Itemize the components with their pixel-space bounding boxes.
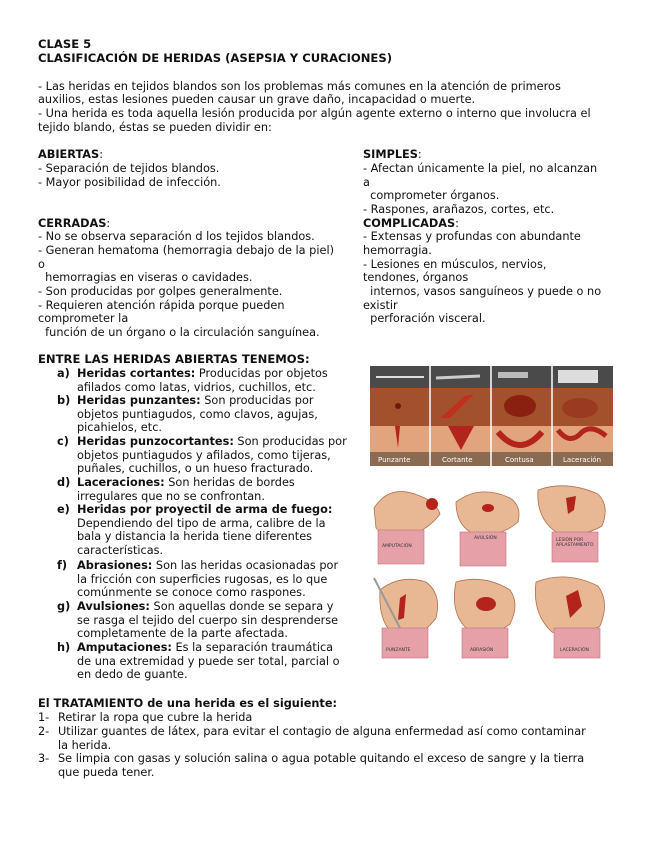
abiertas-line: - Mayor posibilidad de infección. bbox=[38, 176, 221, 189]
item-text: bala y distancia la herida tiene diferentes bbox=[77, 530, 313, 544]
simples-heading-text: SIMPLES bbox=[363, 148, 418, 161]
item-term: Abrasiones: bbox=[77, 559, 153, 572]
item-text: objetos puntiagudos y afilados, como tijeras, bbox=[77, 448, 331, 462]
item-marker: a) bbox=[57, 367, 70, 380]
item-text: Son heridas de bordes bbox=[164, 476, 295, 489]
intro-line-1: - Las heridas en tejidos blandos son los problemas más comunes en la atención de primeros bbox=[38, 80, 561, 93]
item-marker: c) bbox=[57, 435, 69, 448]
wound-types-photo bbox=[370, 366, 613, 466]
step-line: Retirar la ropa que cubre la herida bbox=[58, 711, 253, 724]
label-contusa: Contusa bbox=[505, 456, 534, 464]
simples-line: - Raspones, arañazos, cortes, etc. bbox=[363, 203, 555, 216]
item-marker: e) bbox=[57, 503, 70, 516]
item-term: Avulsiones: bbox=[77, 600, 150, 613]
item-text: Son producidas por bbox=[200, 394, 314, 407]
cerradas-line: o bbox=[38, 258, 45, 271]
intro-line-3: - Una herida es toda aquella lesión producida por algún agente externo o interno que involucra el bbox=[38, 107, 591, 120]
item-body bbox=[77, 559, 362, 600]
cerradas-line: hemorragias en viseras o cavidades. bbox=[38, 271, 253, 284]
cerradas-line: - No se observa separación d los tejidos blandos. bbox=[38, 230, 315, 243]
item-body bbox=[77, 394, 362, 435]
complicadas-line: tendones, órganos bbox=[363, 271, 469, 284]
item-text: la fricción con superficies rugosas, es lo que bbox=[77, 572, 328, 586]
item-text: Es la separación traumática bbox=[171, 641, 334, 654]
intro-line-2: auxilios, estas lesiones pueden causar un grave daño, incapacidad o muerte. bbox=[38, 93, 476, 106]
hand-wounds-illustration bbox=[370, 478, 613, 668]
simples-line: comprometer órganos. bbox=[363, 189, 500, 202]
item-text: irregulares que no se confrontan. bbox=[77, 489, 265, 503]
simples-line: - Afectan únicamente la piel, no alcanzan bbox=[363, 162, 598, 175]
label-aplastamiento: LESIÓN POR APLASTAMIENTO bbox=[556, 538, 594, 548]
item-term: Heridas punzocortantes: bbox=[77, 435, 234, 448]
step-line: Se limpia con gasas y solución salina o agua potable quitando el exceso de sangre y la tierra bbox=[58, 752, 585, 765]
item-body bbox=[77, 367, 362, 394]
label-amputacion: AMPUTACIÓN bbox=[382, 544, 412, 549]
abiertas-heading bbox=[38, 148, 103, 162]
item-text: Son producidas por bbox=[233, 435, 347, 448]
item-body bbox=[77, 600, 362, 641]
label-punzante-hand: PUNZANTE bbox=[386, 648, 411, 653]
complicadas-line: hemorragia. bbox=[363, 244, 432, 257]
label-laceracion: Laceración bbox=[563, 456, 602, 464]
cerradas-colon: : bbox=[106, 217, 111, 230]
item-text: Son las heridas ocasionadas por bbox=[152, 559, 339, 572]
item-term: Laceraciones: bbox=[77, 476, 165, 489]
item-text: afilados como latas, vidrios, cuchillos, etc. bbox=[77, 380, 316, 394]
complicadas-heading bbox=[363, 217, 459, 231]
open-types-heading: ENTRE LAS HERIDAS ABIERTAS TENEMOS: bbox=[38, 352, 310, 366]
item-text: de una extremidad y puede ser total, parcial o bbox=[77, 654, 340, 668]
complicadas-heading-text: COMPLICADAS bbox=[363, 217, 456, 230]
label-punzante: Punzante bbox=[378, 456, 411, 464]
abiertas-heading-text: ABIERTAS bbox=[38, 148, 100, 161]
item-text: Dependiendo del tipo de arma, calibre de la bbox=[77, 516, 326, 530]
item-text: se rasga el tejido del cuerpo sin desprenderse bbox=[77, 613, 339, 627]
item-marker: h) bbox=[57, 641, 71, 654]
hand-wound-labels bbox=[370, 478, 613, 668]
step-text bbox=[58, 725, 648, 752]
cerradas-line: - Generan hematoma (hemorragia debajo de la piel) bbox=[38, 244, 334, 257]
item-text: picahielos, etc. bbox=[77, 421, 162, 435]
item-term: Heridas punzantes: bbox=[77, 394, 201, 407]
item-marker: d) bbox=[57, 476, 71, 489]
complicadas-line: existir bbox=[363, 299, 398, 312]
complicadas-line: - Lesiones en músculos, nervios, bbox=[363, 258, 547, 271]
item-marker: b) bbox=[57, 394, 71, 407]
page-title: CLASIFICACIÓN DE HERIDAS (ASEPSIA Y CURACIONES) bbox=[38, 51, 393, 65]
treatment-heading: El TRATAMIENTO de una herida es el siguiente: bbox=[38, 697, 338, 710]
label-abrasion: ABRASIÓN bbox=[470, 648, 494, 653]
complicadas-line: - Extensas y profundas con abundante bbox=[363, 230, 581, 243]
step-line: que pueda tener. bbox=[58, 765, 155, 779]
step-line: la herida. bbox=[58, 738, 112, 752]
cerradas-line: - Son producidas por golpes generalmente. bbox=[38, 285, 283, 298]
simples-colon: : bbox=[417, 148, 422, 161]
step-number: 3- bbox=[38, 752, 50, 765]
item-body bbox=[77, 503, 362, 557]
step-text bbox=[58, 711, 648, 725]
item-term: Heridas cortantes: bbox=[77, 367, 196, 380]
label-avulsion: AVULSIÓN bbox=[474, 536, 497, 541]
cerradas-line: - Requieren atención rápida porque pueden bbox=[38, 299, 285, 312]
item-term: Amputaciones: bbox=[77, 641, 172, 654]
simples-heading bbox=[363, 148, 422, 162]
class-label: CLASE 5 bbox=[38, 37, 92, 51]
wound-types-illustration bbox=[370, 366, 613, 466]
intro-line-4: tejido blando, éstas se pueden dividir en: bbox=[38, 121, 272, 134]
abiertas-line: - Separación de tejidos blandos. bbox=[38, 162, 220, 175]
step-number: 2- bbox=[38, 725, 50, 738]
cerradas-line: función de un órgano o la circulación sanguínea. bbox=[38, 326, 320, 339]
complicadas-line: internos, vasos sanguíneos y puede o no bbox=[363, 285, 602, 298]
item-text: Son aquellas donde se separa y bbox=[149, 600, 334, 613]
item-text: Producidas por objetos bbox=[195, 367, 328, 380]
cerradas-heading-text: CERRADAS bbox=[38, 217, 107, 230]
item-marker: f) bbox=[57, 559, 68, 572]
item-text: comúnmente se conoce como raspones. bbox=[77, 586, 306, 600]
complicadas-colon: : bbox=[455, 217, 459, 230]
step-number: 1- bbox=[38, 711, 50, 724]
item-text: puñales, cuchillos, o un hueso fracturado. bbox=[77, 462, 314, 476]
cerradas-heading bbox=[38, 217, 110, 231]
step-text bbox=[58, 752, 648, 779]
item-text: completamente de la parte afectada. bbox=[77, 627, 288, 641]
label-laceracion-hand: LACERACIÓN bbox=[560, 648, 589, 653]
item-body bbox=[77, 641, 362, 682]
item-text: objetos puntiagudos, como clavos, agujas, bbox=[77, 407, 318, 421]
item-text: características. bbox=[77, 543, 164, 557]
simples-line: a bbox=[363, 176, 370, 189]
cerradas-line: comprometer la bbox=[38, 312, 129, 325]
wound-type-labels bbox=[370, 454, 613, 466]
item-text: en dedo de guante. bbox=[77, 668, 188, 682]
item-body bbox=[77, 476, 362, 503]
step-line: Utilizar guantes de látex, para evitar el contagio de alguna enfermedad así como contaminar bbox=[58, 725, 586, 738]
label-cortante: Cortante bbox=[442, 456, 473, 464]
item-body bbox=[77, 435, 362, 476]
abiertas-colon: : bbox=[99, 148, 103, 161]
item-term: Heridas por proyectil de arma de fuego: bbox=[77, 503, 333, 516]
complicadas-line: perforación visceral. bbox=[363, 312, 486, 325]
item-marker: g) bbox=[57, 600, 71, 613]
